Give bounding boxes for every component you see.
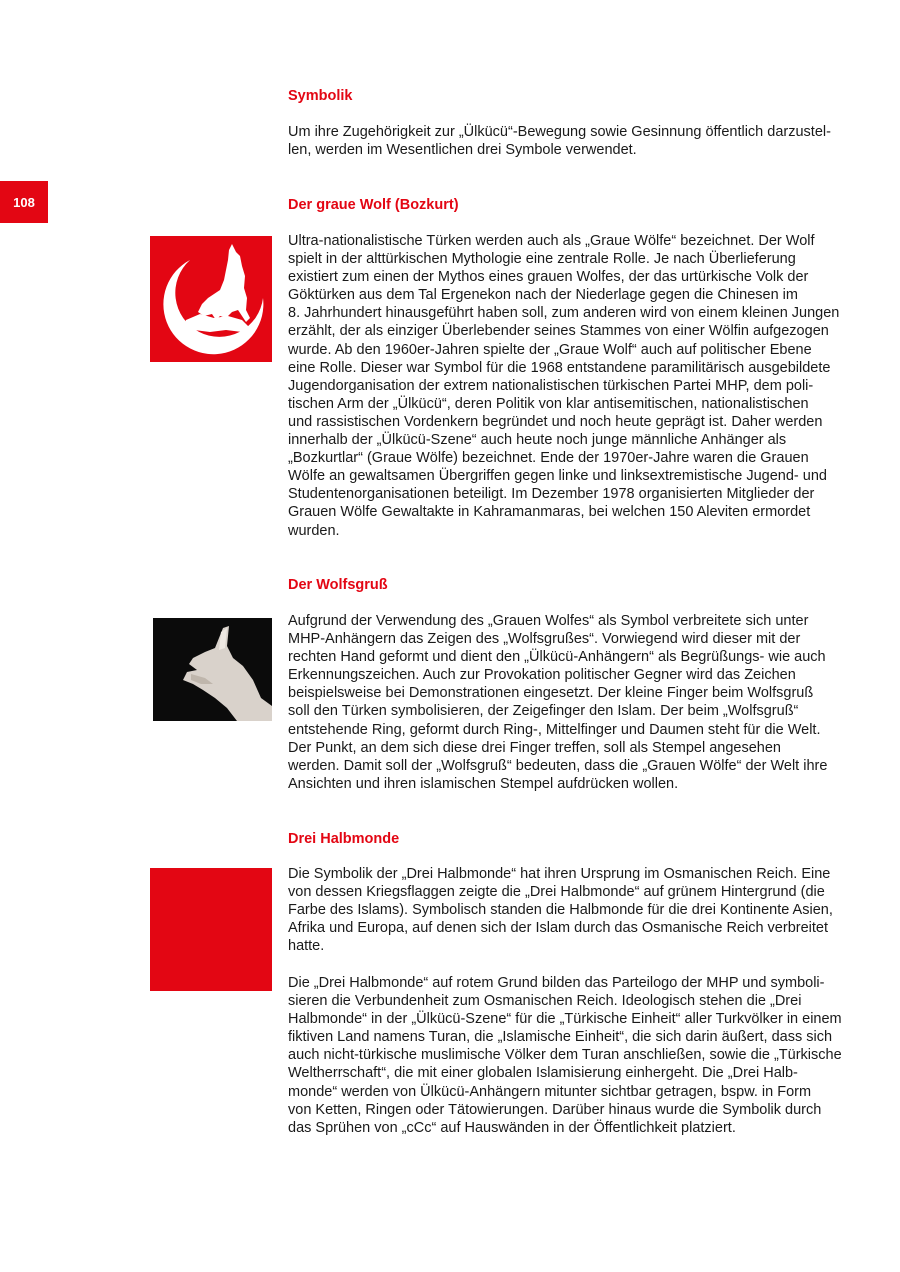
heading-wolf-salute: Der Wolfsgruß	[288, 577, 388, 593]
text-line: tischen Arm der „Ülkücü“, deren Politik von klar antisemitischen, nationalistischen	[288, 395, 809, 412]
text-line: wurden.	[288, 522, 340, 539]
text-line: Die Symbolik der „Drei Halbmonde“ hat ihren Ursprung im Osmanischen Reich. Eine	[288, 866, 831, 882]
heading-grey-wolf: Der graue Wolf (Bozkurt)	[288, 197, 459, 213]
text-line: existiert zum einen der Mythos eines grauen Wolfes, der das urtürkische Volk der	[288, 269, 809, 286]
text-line: Die „Drei Halbmonde“ auf rotem Grund bilden das Parteilogo der MHP und symboli-	[288, 975, 825, 991]
text-line: 8. Jahrhundert hinausgeführt haben soll, zum anderen wird von einem kleinen Jungen	[288, 305, 840, 322]
text-line: Aufgrund der Verwendung des „Grauen Wolfes“ als Symbol verbreitete sich unter	[288, 613, 809, 629]
text-line: von dessen Kriegsflaggen zeigte die „Drei Halbmonde“ auf grünem Hintergrund (die	[288, 884, 825, 901]
text-line: spielt in der alttürkischen Mythologie eine zentrale Rolle. Je nach Überlieferung	[288, 251, 796, 268]
text-line: Göktürken aus dem Tal Ergenekon nach der Niederlage gegen die Chinesen im	[288, 287, 798, 304]
paragraph-wolf-salute	[288, 612, 840, 793]
wolf-salute-hand-icon	[153, 618, 272, 721]
text-line: Ansichten und ihren islamischen Stempel aufdrücken wollen.	[288, 775, 679, 792]
text-line: eine Rolle. Dieser war Symbol für die 1968 entstandene paramilitärisch ausgebildete	[288, 359, 831, 376]
text-line: werden. Damit soll der „Wolfsgruß“ bedeuten, dass die „Grauen Wölfe“ der Welt ihre	[288, 757, 828, 774]
paragraph-three-crescents-1	[288, 865, 840, 955]
text-line: erzählt, der als einziger Überlebender seines Stammes von einer Wölfin aufgezogen	[288, 323, 829, 340]
text-line: Ultra-nationalistische Türken werden auch als „Graue Wölfe“ bezeichnet. Der Wolf	[288, 233, 815, 249]
text-line: rechten Hand geformt und dient den „Ülkücü-Anhängern“ als Begrüßungs- wie auch	[288, 649, 826, 666]
grey-wolf-image	[150, 236, 272, 362]
text-line: Grauen Wölfe Gewaltakte in Kahramanmaras, bei welchen 150 Aleviten ermordet	[288, 504, 811, 521]
paragraph-symbolik	[288, 123, 840, 159]
text-line: Afrika und Europa, auf denen sich der Islam durch das Osmanische Reich verbreitet	[288, 920, 828, 937]
howling-wolf-crescent-icon	[150, 236, 272, 362]
text-line: monde“ werden von Ülkücü-Anhängern mitunter sichtbar getragen, bspw. in Form	[288, 1083, 812, 1100]
text-line: beispielsweise bei Demonstrationen eingesetzt. Der kleine Finger beim Wolfsgruß	[288, 685, 814, 702]
text-line: fiktiven Land namens Turan, die „Islamische Einheit“, die sich darin äußert, dass sich	[288, 1029, 833, 1046]
text-line: das Sprühen von „cCc“ auf Hauswänden in der Öffentlichkeit platziert.	[288, 1119, 736, 1136]
text-line: Farbe des Islams). Symbolisch standen die Halbmonde für die drei Kontinente Asien,	[288, 902, 833, 919]
text-line: Weltherrschaft“, die mit einer globalen Islamisierung einhergeht. Die „Drei Halb-	[288, 1065, 798, 1082]
text-line: auch nicht-türkische muslimische Völker dem Turan anschließen, sowie die „Türkische	[288, 1047, 842, 1064]
text-line: und rassistischen Vordenkern begründet und noch heute geprägt ist. Daher werden	[288, 413, 823, 430]
text-line: entstehende Ring, geformt durch Ring-, Mittelfinger und Daumen steht für die Welt.	[288, 721, 821, 738]
page-number-tab: 108	[0, 181, 48, 223]
text-line: innerhalb der „Ülkücü-Szene“ auch heute noch junge männliche Anhänger als	[288, 432, 787, 449]
wolf-salute-photo	[153, 618, 272, 721]
text-line: Wölfe an gewaltsamen Übergriffen gegen linke und linksextremistische Jugend- und	[288, 468, 827, 485]
text-line: Studentenorganisationen beteiligt. Im Dezember 1978 organisierten Mitglieder der	[288, 486, 815, 503]
text-line: soll den Türken symbolisieren, der Zeigefinger den Islam. Der beim „Wolfsgruß“	[288, 703, 799, 720]
text-line: hatte.	[288, 938, 325, 955]
text-line: Jugendorganisation der extrem nationalistischen türkischen Partei MHP, dem poli-	[288, 377, 814, 394]
text-line: sieren die Verbundenheit zum Osmanischen Reich. Ideologisch stehen die „Drei	[288, 993, 802, 1010]
text-line: Der Punkt, an dem sich diese drei Finger treffen, soll als Stempel angesehen	[288, 739, 781, 756]
text-line: MHP-Anhängern das Zeigen des „Wolfsgrußes“. Vorwiegend wird dieser mit der	[288, 631, 801, 648]
three-crescents-image	[150, 868, 272, 991]
three-crescents-icon	[150, 868, 272, 991]
heading-symbolik: Symbolik	[288, 88, 353, 104]
text-line: len, werden im Wesentlichen drei Symbole verwendet.	[288, 142, 637, 159]
text-line: Erkennungszeichen. Auch zur Provokation politischer Gegner wird das Zeichen	[288, 667, 796, 684]
paragraph-grey-wolf	[288, 232, 840, 540]
text-line: „Bozkurtlar“ (Graue Wölfe) bezeichnet. Ende der 1970er-Jahre waren die Grauen	[288, 450, 809, 467]
heading-three-crescents: Drei Halbmonde	[288, 831, 400, 847]
paragraph-three-crescents-2	[288, 974, 840, 1137]
text-line: Halbmonde“ in der „Ülkücü-Szene“ für die „Türkische Einheit“ aller Turkvölker in einem	[288, 1011, 842, 1028]
text-line: wurde. Ab den 1960er-Jahren spielte der „Graue Wolf“ auch auf politischer Ebene	[288, 341, 812, 358]
text-line: Um ihre Zugehörigkeit zur „Ülkücü“-Bewegung sowie Gesinnung öffentlich darzustel-	[288, 124, 831, 140]
text-line: von Ketten, Ringen oder Tätowierungen. Darüber hinaus wurde die Symbolik durch	[288, 1101, 822, 1118]
